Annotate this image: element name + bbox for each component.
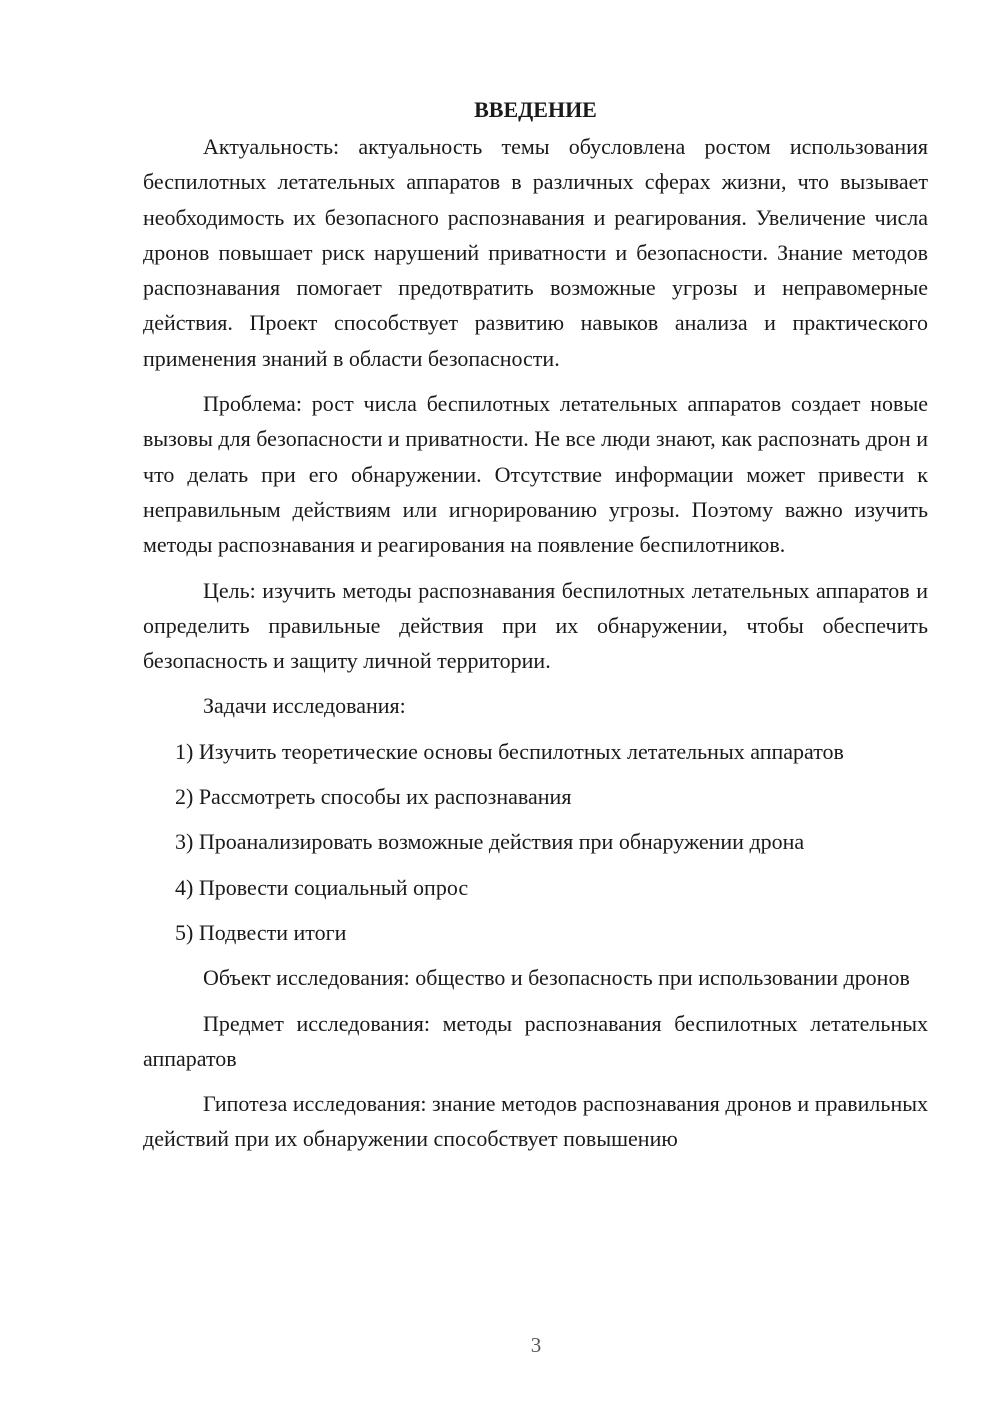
problem-paragraph: Проблема: рост числа беспилотных летательных аппаратов создает новые вызовы для безопасности и приватности. Не все люди знают, как распознать дрон и что делать при его обнаружении. Отсутствие информации может привести к неправильным действиям или игнорированию угрозы. Поэтому важно изучить методы распознавания и реагирования на появление беспилотников.: [143, 391, 928, 558]
task-item-5: 5) Подвести итоги: [175, 919, 347, 945]
task-item-1: 1) Изучить теоретические основы беспилотных летательных аппаратов: [175, 738, 844, 764]
hypothesis-paragraph: Гипотеза исследования: знание методов распознавания дронов и правильных действий при их обнаружении способствует повышению: [143, 1091, 928, 1152]
document-page: [143, 93, 928, 1167]
relevance-paragraph: Актуальность: актуальность темы обусловлена ростом использования беспилотных летательных аппаратов в различных сферах жизни, что вызывает необходимость их безопасного распознавания и реагирования. Увеличение числа дронов повышает риск нарушений приватности и безопасности. Знание методов распознавания помогает предотвратить возможные угрозы и неправомерные действия. Проект способствует развитию навыков анализа и практического применения знаний в области безопасности.: [143, 134, 928, 371]
tasks-heading: Задачи исследования:: [203, 693, 406, 719]
object-paragraph: Объект исследования: общество и безопасность при использовании дронов: [203, 965, 910, 991]
task-item-2: 2) Рассмотреть способы их распознавания: [175, 784, 572, 810]
page-number: 3: [530, 1333, 542, 1357]
section-title: ВВЕДЕНИЕ: [474, 97, 597, 122]
task-item-4: 4) Провести социальный опрос: [175, 874, 469, 900]
goal-paragraph: Цель: изучить методы распознавания беспилотных летательных аппаратов и определить правильные действия при их обнаружении, чтобы обеспечить безопасность и защиту личной территории.: [143, 577, 928, 674]
task-item-3: 3) Проанализировать возможные действия при обнаружении дрона: [175, 829, 805, 855]
subject-paragraph: Предмет исследования: методы распознавания беспилотных летательных аппаратов: [143, 1010, 928, 1071]
